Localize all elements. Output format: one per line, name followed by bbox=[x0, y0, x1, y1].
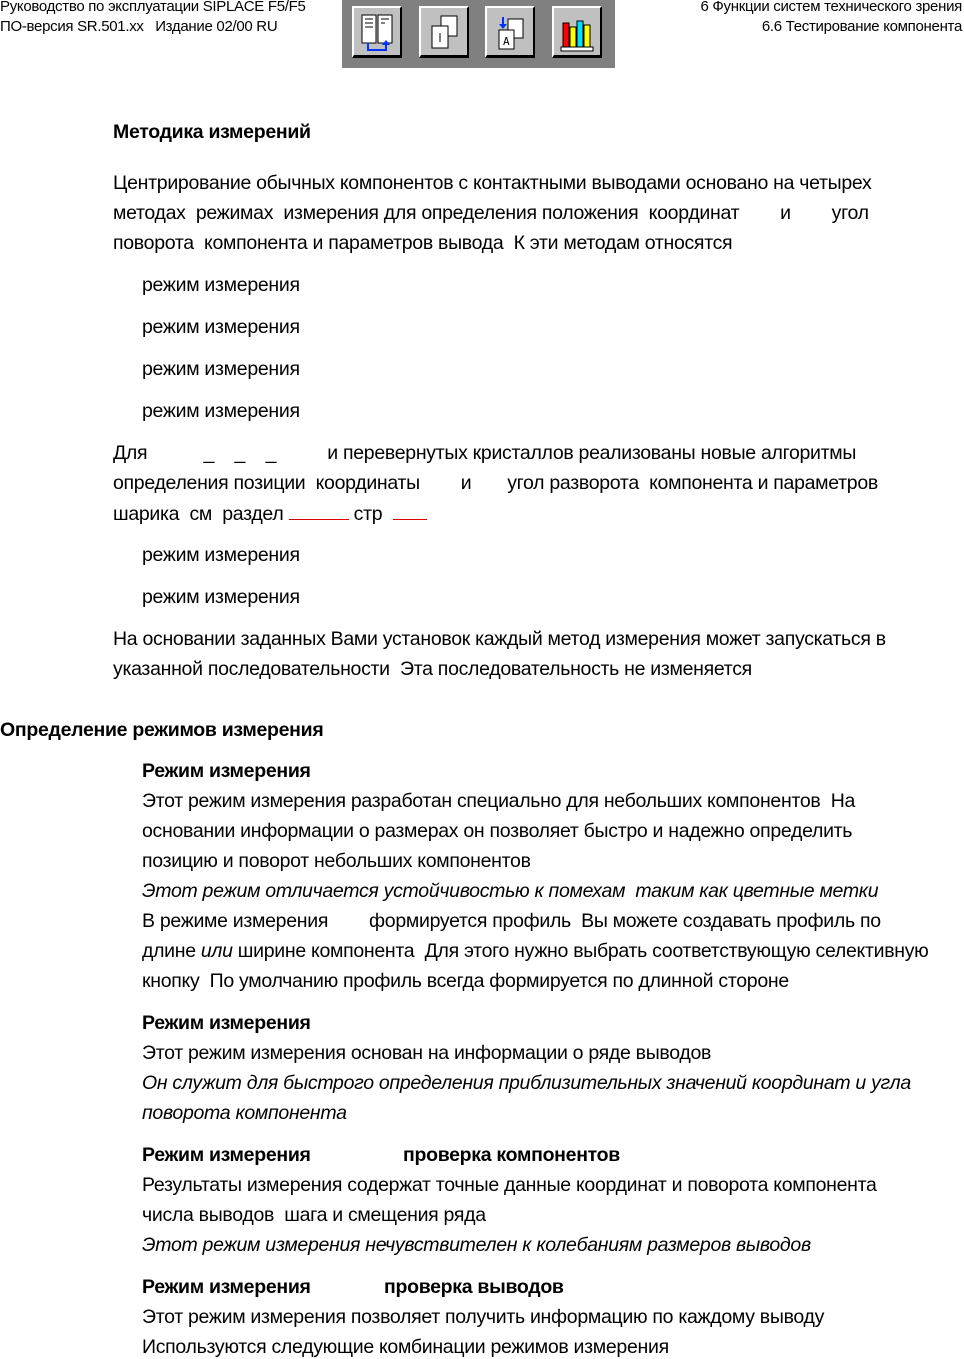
paragraph-line: методах режимах измерения для определения положения координат и угол bbox=[113, 202, 869, 224]
list-item: режим измерения bbox=[142, 274, 300, 296]
mode-title: Режим измерения bbox=[142, 760, 311, 782]
swap-pages-button[interactable] bbox=[485, 6, 535, 58]
text: шарика см раздел bbox=[113, 503, 289, 525]
page-layout-button[interactable] bbox=[352, 6, 402, 58]
list-item: режим измерения bbox=[142, 316, 300, 338]
paragraph-line: В режиме измерения формируется профиль Вы можете создавать профиль по bbox=[142, 910, 881, 932]
books-icon bbox=[560, 13, 596, 53]
paragraph-line: На основании заданных Вами установок каждый метод измерения может запускаться в bbox=[113, 628, 886, 650]
text: стр bbox=[348, 503, 388, 525]
mode-title: Режим измерения bbox=[142, 1012, 311, 1034]
mode-subtitle: проверка компонентов bbox=[403, 1144, 620, 1166]
italic-note: поворота компонента bbox=[142, 1102, 347, 1124]
section-heading: Определение режимов измерения bbox=[0, 719, 324, 741]
paragraph-line: Результаты измерения содержат точные данные координат и поворота компонента bbox=[142, 1174, 877, 1196]
page-layout-icon bbox=[360, 13, 396, 53]
swap-pages-icon bbox=[493, 13, 529, 53]
paragraph-line bbox=[113, 501, 427, 526]
paragraph-line: Этот режим измерения основан на информации о ряде выводов bbox=[142, 1042, 712, 1064]
list-item: режим измерения bbox=[142, 586, 300, 608]
text: ширине компонента Для этого нужно выбрать соответствующую селективную bbox=[232, 940, 929, 962]
pages-icon bbox=[427, 13, 463, 53]
mode-title: Режим измерения bbox=[142, 1276, 311, 1298]
paragraph-line: Используются следующие комбинации режимов измерения bbox=[142, 1336, 669, 1358]
paragraph-line: указанной последовательности Эта последовательность не изменяется bbox=[113, 658, 752, 680]
header-manual-title: Руководство по эксплуатации SIPLACE F5/F5 bbox=[0, 0, 306, 15]
mode-subtitle: проверка выводов bbox=[384, 1276, 564, 1298]
paragraph-line: позицию и поворот небольших компонентов bbox=[142, 850, 531, 872]
header-chapter: 6 Функции систем технического зрения bbox=[700, 0, 962, 15]
mode-title: Режим измерения bbox=[142, 1144, 311, 1166]
svg-text:A: A bbox=[503, 35, 510, 48]
paragraph-line: поворота компонента и параметров вывода К эти методам относятся bbox=[113, 232, 733, 254]
section-reference-link[interactable] bbox=[289, 501, 349, 520]
header-version: ПО-версия SR.501.xx Издание 02/00 RU bbox=[0, 18, 278, 35]
paragraph-line: числа выводов шага и смещения ряда bbox=[142, 1204, 486, 1226]
paragraph-line: определения позиции координаты и угол разворота компонента и параметров bbox=[113, 472, 878, 494]
pages-button[interactable] bbox=[419, 6, 469, 58]
paragraph-line: Для _ _ _ и перевернутых кристаллов реализованы новые алгоритмы bbox=[113, 442, 857, 464]
section-title: Методика измерений bbox=[113, 121, 311, 143]
italic-note: Этот режим отличается устойчивостью к помехам таким как цветные метки bbox=[142, 880, 879, 902]
paragraph-line: Центрирование обычных компонентов с контактными выводами основано на четырех bbox=[113, 172, 872, 194]
paragraph-line: основании информации о размерах он позволяет быстро и надежно определить bbox=[142, 820, 853, 842]
toolbar bbox=[342, 0, 615, 68]
page-reference-link[interactable] bbox=[393, 501, 427, 520]
italic-note: Этот режим измерения нечувствителен к колебаниям размеров выводов bbox=[142, 1234, 811, 1256]
list-item: режим измерения bbox=[142, 400, 300, 422]
text: длине bbox=[142, 940, 201, 962]
paragraph-line bbox=[142, 939, 929, 963]
header-section: 6.6 Тестирование компонента bbox=[761, 18, 962, 35]
list-item: режим измерения bbox=[142, 544, 300, 566]
library-button[interactable] bbox=[552, 6, 602, 58]
paragraph-line: кнопку По умолчанию профиль всегда формируется по длинной стороне bbox=[142, 970, 789, 992]
italic-note: Он служит для быстрого определения приблизительных значений координат и угла bbox=[142, 1072, 911, 1094]
paragraph-line: Этот режим измерения разработан специально для небольших компонентов На bbox=[142, 790, 856, 812]
paragraph-line: Этот режим измерения позволяет получить информацию по каждому выводу bbox=[142, 1306, 825, 1328]
text: или bbox=[200, 940, 233, 962]
list-item: режим измерения bbox=[142, 358, 300, 380]
